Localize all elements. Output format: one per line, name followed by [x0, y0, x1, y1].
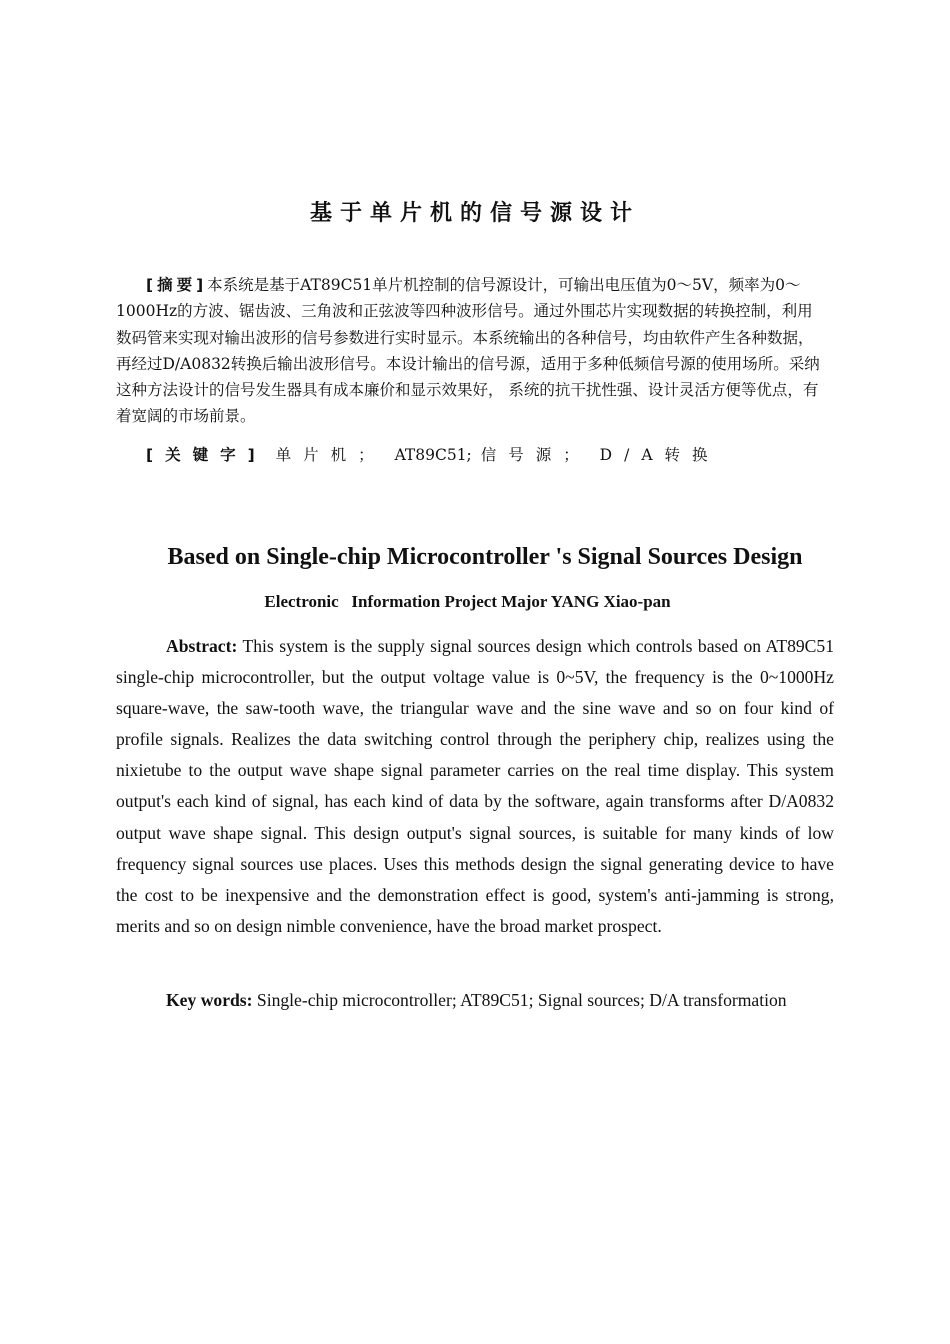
- chinese-abstract-label: [摘要]: [146, 276, 208, 294]
- chinese-keyword: AT89C51;: [394, 446, 472, 464]
- english-keywords-text: Single-chip microcontroller; AT89C51; Signal sources; D/A transformation: [256, 990, 787, 1010]
- english-abstract-text: This system is the supply signal sources design which controls based on AT89C51 single-chip microcontroller, but the output voltage value is 0~5V, the frequency is the 0~1000Hz square-wave, the saw-tooth wave, the triangular wave and the sine wave and so on four kind of profile signals. Realizes the data switching control through the periphery chip, realizes using the nixietube to the output wave shape signal parameter carries on the real time display. This system output's each kind of signal, has each kind of data by the software, again transforms after D/A0832 output wave shape signal. This design output's signal sources, is suitable for many kinds of low frequency signal sources use places. Uses this methods design the signal generating device to have the cost to be inexpensive and the demonstration effect is good, system's anti-jamming is strong, merits and so on design nimble convenience, have the broad market prospect.: [116, 636, 834, 936]
- chinese-abstract-text: 本系统是基于AT89C51单片机控制的信号源设计，可输出电压值为0～5V，频率为0～1000Hz的方波、锯齿波、三角波和正弦波等四种波形信号。通过外围芯片实现数据的转换控制，利用数码管来实现对输出波形的信号参数进行实时显示。本系统输出的各种信号，均由软件产生各种数据，再经过D/A0832转换后输出波形信号。本设计输出的信号源，适用于多种低频信号源的使用场所。采纳这种方法设计的信号发生器具有成本廉价和显示效果好， 系统的抗干扰性强、设计灵活方便等优点，有着宽阔的市场前景。: [116, 276, 820, 426]
- english-keywords: [116, 985, 834, 1016]
- chinese-abstract: [116, 272, 821, 430]
- chinese-title: 基于单片机的信号源设计: [309, 201, 640, 226]
- english-abstract: [116, 631, 834, 942]
- chinese-keywords-label: [关键字]: [146, 446, 267, 464]
- chinese-keywords: [146, 442, 720, 468]
- chinese-keyword: 单片机；: [275, 446, 386, 464]
- author-line: Electronic Information Project Major YANG Xiao-pan: [264, 592, 671, 611]
- english-title: Based on Single-chip Microcontroller 's Signal Sources Design: [167, 544, 803, 570]
- chinese-keyword: D/A转换: [599, 446, 720, 464]
- english-abstract-label: Abstract:: [166, 636, 238, 656]
- chinese-keyword: 信号源；: [480, 446, 591, 464]
- english-keywords-label: Key words:: [166, 990, 253, 1010]
